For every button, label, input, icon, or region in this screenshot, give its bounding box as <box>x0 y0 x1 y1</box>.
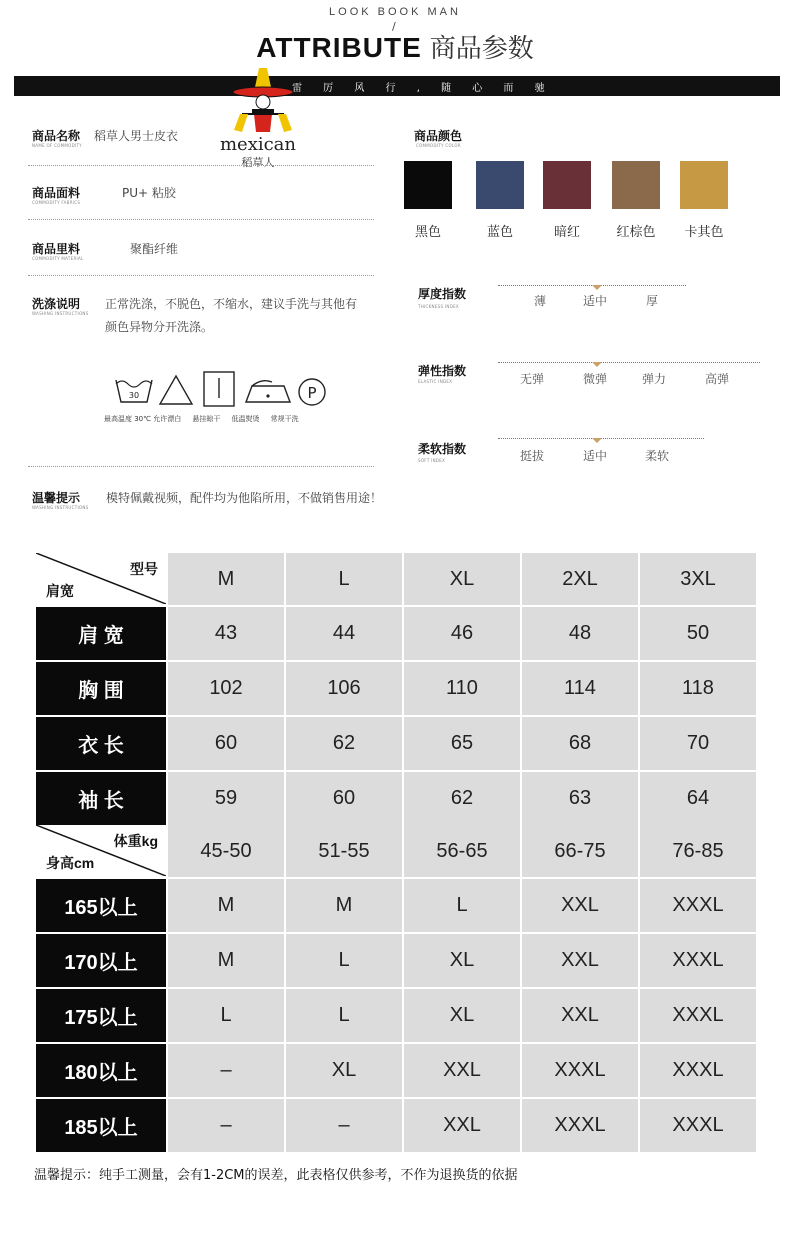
table-cell: – <box>168 1044 284 1097</box>
table-row <box>36 607 756 660</box>
table-cell: M <box>286 879 402 932</box>
elasticity-option: 弹力 <box>642 372 667 386</box>
table-cell: 106 <box>286 662 402 715</box>
corner-bottom-label: 肩宽 <box>46 583 74 599</box>
table-cell: XL <box>286 1044 402 1097</box>
column-header: 56-65 <box>404 825 520 877</box>
table-cell: 44 <box>286 607 402 660</box>
softness-option: 柔软 <box>645 449 670 463</box>
wash-temp-text: 30 <box>128 391 140 400</box>
table-cell: 62 <box>404 772 520 825</box>
table-row <box>36 772 756 825</box>
column-header: 45-50 <box>168 825 284 877</box>
table-cell: 63 <box>522 772 638 825</box>
table-cell: XL <box>404 989 520 1042</box>
row-header: 170以上 <box>36 934 166 987</box>
thickness-label: 厚度指数 <box>418 287 467 301</box>
table-cell: M <box>168 879 284 932</box>
column-header: 66-75 <box>522 825 638 877</box>
divider <box>28 165 374 166</box>
table-row <box>36 662 756 715</box>
attr-fabric-value: PU+ 粘胶 <box>122 186 176 200</box>
table-cell: XXXL <box>640 1044 756 1097</box>
table-cell: XXXL <box>640 934 756 987</box>
thickness-sublabel: THICKNESS INDEX <box>418 304 459 309</box>
table-cell: – <box>286 1099 402 1152</box>
row-header: 胸 围 <box>36 662 166 715</box>
corner-bottom-label: 身高cm <box>46 855 95 871</box>
table-row <box>36 934 756 987</box>
corner-top-label: 体重kg <box>113 833 158 849</box>
table-cell: 60 <box>168 717 284 770</box>
attr-name-label: 商品名称 <box>32 129 81 143</box>
thickness-option: 适中 <box>583 294 608 308</box>
elasticity-scale-line <box>498 362 760 363</box>
table-row <box>36 1044 756 1097</box>
care-caption: 最高温度 30℃ 允许漂白 悬挂晾干 低温熨烫 常规干洗 <box>104 415 299 423</box>
row-header: 185以上 <box>36 1099 166 1152</box>
table-cell: L <box>286 989 402 1042</box>
attr-wash-value-line2: 颜色异物分开洗涤。 <box>105 320 214 334</box>
table-cell: 114 <box>522 662 638 715</box>
table-cell: 60 <box>286 772 402 825</box>
table-cell: 68 <box>522 717 638 770</box>
softness-option: 挺拔 <box>520 449 545 463</box>
table-cell: XL <box>404 934 520 987</box>
table-cell: 46 <box>404 607 520 660</box>
table-row <box>36 717 756 770</box>
color-swatch-name: 暗红 <box>553 225 580 240</box>
color-swatch-name: 蓝色 <box>486 225 513 240</box>
table-cell: XXL <box>522 879 638 932</box>
attr-lining-value: 聚酯纤维 <box>130 242 179 256</box>
softness-label: 柔软指数 <box>418 442 467 456</box>
attr-wash-label: 洗涤说明 <box>32 297 81 311</box>
bleach-triangle-icon <box>160 376 192 404</box>
row-header: 165以上 <box>36 879 166 932</box>
size-table <box>34 551 758 827</box>
table-cell: XXXL <box>522 1044 638 1097</box>
table-cell: XXXL <box>640 989 756 1042</box>
divider <box>28 466 374 467</box>
fit-table <box>34 823 758 1154</box>
brand-logo-chinese: 稻草人 <box>241 156 275 169</box>
table-cell: 64 <box>640 772 756 825</box>
divider <box>28 219 374 220</box>
colors-sublabel: COMMODITY COLOR <box>416 143 461 148</box>
row-header: 180以上 <box>36 1044 166 1097</box>
table-row <box>36 879 756 932</box>
attr-tip-sublabel: WASHING INSTRUCTIONS <box>32 505 89 510</box>
table-cell: – <box>168 1099 284 1152</box>
elasticity-marker <box>592 362 602 367</box>
table-cell: XXL <box>404 1044 520 1097</box>
color-swatch[interactable] <box>543 161 591 209</box>
softness-marker <box>592 438 602 443</box>
softness-sublabel: SOFT INDEX <box>418 458 446 463</box>
corner-top-label: 型号 <box>130 561 158 577</box>
table-cell: L <box>286 934 402 987</box>
attr-fabric-label: 商品面料 <box>32 186 81 200</box>
lookbook-caption: LOOK BOOK MAN <box>329 6 461 18</box>
elasticity-label: 弹性指数 <box>418 364 467 378</box>
table-cell: 43 <box>168 607 284 660</box>
iron-icon <box>246 381 290 402</box>
row-header: 肩 宽 <box>36 607 166 660</box>
elasticity-option: 高弹 <box>705 372 730 386</box>
table-cell: 62 <box>286 717 402 770</box>
header-slash: / <box>392 20 396 33</box>
row-header: 袖 长 <box>36 772 166 825</box>
table-corner-header <box>36 825 166 877</box>
attr-fabric-sublabel: COMMODITY FABRICS <box>32 200 81 205</box>
table-cell: XXXL <box>640 879 756 932</box>
colors-label: 商品颜色 <box>414 129 463 143</box>
attr-wash-value-line1: 正常洗涤，不脱色，不缩水，建议手洗与其他有 <box>105 297 358 311</box>
attr-wash-sublabel: WASHING INSTRUCTIONS <box>32 311 89 316</box>
color-swatch-name: 卡其色 <box>684 225 724 240</box>
table-cell: XXL <box>522 989 638 1042</box>
attr-lining-label: 商品里料 <box>32 242 81 256</box>
color-swatch-name: 黑色 <box>414 225 441 240</box>
table-cell: XXL <box>404 1099 520 1152</box>
elasticity-option: 无弹 <box>520 372 545 386</box>
column-header: 2XL <box>522 553 638 605</box>
color-swatch[interactable] <box>612 161 660 209</box>
table-cell: M <box>168 934 284 987</box>
care-icons <box>112 370 332 414</box>
table-cell: 59 <box>168 772 284 825</box>
elasticity-option: 微弹 <box>583 372 608 386</box>
table-cell: XXXL <box>522 1099 638 1152</box>
table-cell: 102 <box>168 662 284 715</box>
table-cell: 110 <box>404 662 520 715</box>
thickness-marker <box>592 285 602 290</box>
column-header: XL <box>404 553 520 605</box>
color-swatch-name: 红棕色 <box>616 225 656 240</box>
wash-tub-icon <box>116 380 152 402</box>
table-cell: L <box>404 879 520 932</box>
row-header: 175以上 <box>36 989 166 1042</box>
table-corner-header <box>36 553 166 605</box>
scarecrow-logo-icon <box>212 66 312 136</box>
table-cell: 50 <box>640 607 756 660</box>
header-slogan: 雷 厉 风 行 , 随 心 而 驰 <box>292 83 554 94</box>
column-header: 76-85 <box>640 825 756 877</box>
color-swatch[interactable] <box>680 161 728 209</box>
elasticity-sublabel: ELASTIC INDEX <box>418 379 453 384</box>
table-cell: 118 <box>640 662 756 715</box>
dry-clean-icon <box>299 379 325 405</box>
table-cell: 48 <box>522 607 638 660</box>
title-english: ATTRIBUTE <box>256 32 422 63</box>
table-cell: L <box>168 989 284 1042</box>
row-header: 衣 长 <box>36 717 166 770</box>
column-header: L <box>286 553 402 605</box>
brand-logo-word: mexican <box>219 134 297 155</box>
table-row <box>36 989 756 1042</box>
table-cell: XXXL <box>640 1099 756 1152</box>
table-row <box>36 1099 756 1152</box>
thickness-option: 薄 <box>534 294 547 308</box>
title-chinese: 商品参数 <box>429 34 534 64</box>
svg-text:P: P <box>307 384 317 402</box>
divider <box>28 275 374 276</box>
footnote: 温馨提示：纯手工测量，会有1-2CM的误差，此表格仅供参考，不作为退换货的依据 <box>34 1168 518 1183</box>
attr-tip-label: 温馨提示 <box>32 491 81 505</box>
hang-dry-icon <box>204 372 234 406</box>
softness-option: 适中 <box>583 449 608 463</box>
column-header: 51-55 <box>286 825 402 877</box>
color-swatch[interactable] <box>476 161 524 209</box>
attr-lining-sublabel: COMMODITY MATERIAL <box>32 256 84 261</box>
table-cell: XXL <box>522 934 638 987</box>
table-cell: 65 <box>404 717 520 770</box>
column-header: 3XL <box>640 553 756 605</box>
thickness-option: 厚 <box>646 294 659 308</box>
table-cell: 70 <box>640 717 756 770</box>
column-header: M <box>168 553 284 605</box>
attr-name-sublabel: NAME OF COMMODITY <box>32 143 82 148</box>
attr-name-value: 稻草人男士皮衣 <box>94 129 179 143</box>
page-title <box>0 28 790 65</box>
attr-tip-value: 模特佩戴视频，配件均为他陷所用，不做销售用途！ <box>106 491 383 505</box>
color-swatch[interactable] <box>404 161 452 209</box>
